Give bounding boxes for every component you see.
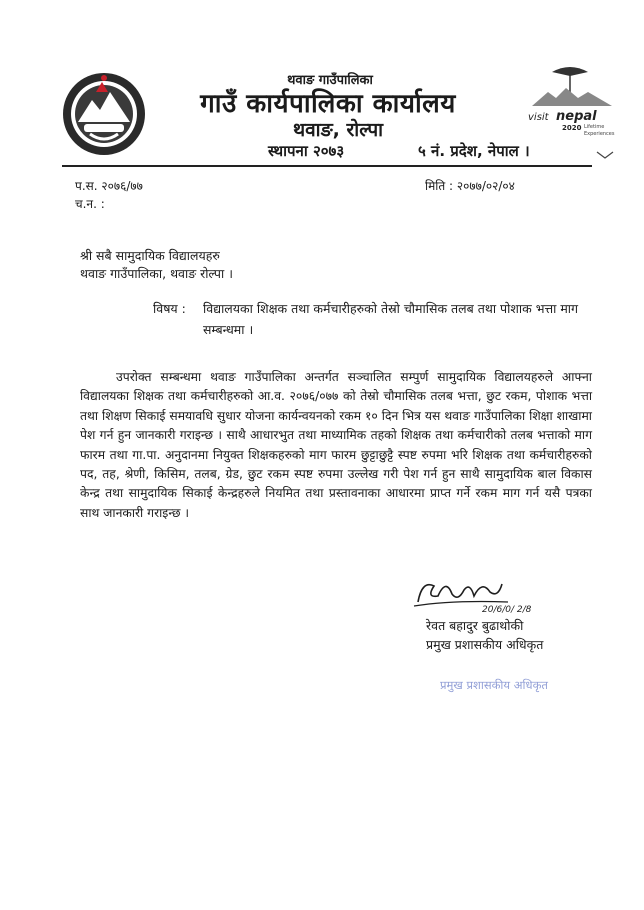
subject-label: विषय : bbox=[153, 301, 186, 316]
subject-text: विद्यालयका शिक्षक तथा कर्मचारीहरुको तेस्रो चौमासिक तलब तथा पोशाक भत्ता माग सम्बन्धमा । bbox=[203, 301, 579, 337]
office-place: थवाङ, रोल्पा bbox=[292, 119, 384, 141]
signature-date: 20/6/0/ 2/8 bbox=[482, 605, 532, 615]
subject-block bbox=[153, 298, 583, 340]
official-stamp: प्रमुख प्रशासकीय अधिकृत bbox=[440, 678, 548, 692]
handwritten-signature bbox=[412, 572, 572, 620]
office-title: गाउँ कार्यपालिका कार्यालय bbox=[200, 89, 456, 119]
year-2020: 2020 bbox=[562, 124, 582, 132]
tagline-experiences: Experiences bbox=[584, 131, 615, 137]
dispatch-number: च.न. : bbox=[75, 197, 105, 211]
signer-name: रेवत बहादुर बुढाथोकी bbox=[426, 618, 524, 633]
visit-nepal-logo bbox=[526, 62, 618, 140]
established-year: स्थापना २०७३ bbox=[268, 142, 345, 160]
province-label: ५ नं. प्रदेश, नेपाल । bbox=[418, 142, 530, 160]
tagline-lifetime: Lifetime bbox=[584, 124, 605, 130]
recipient-line-1: श्री सबै सामुदायिक विद्यालयहरु bbox=[80, 248, 220, 263]
municipality-small-heading: थवाङ गाउँपालिका bbox=[287, 73, 373, 88]
reference-number: प.स. २०७६/७७ bbox=[75, 179, 143, 193]
signer-title: प्रमुख प्रशासकीय अधिकृत bbox=[426, 637, 544, 652]
nepal-word: nepal bbox=[556, 109, 597, 124]
letter-body: उपरोक्त सम्बन्धमा थवाङ गाउँपालिका अन्तर्गत सञ्चालित सम्पुर्ण सामुदायिक विद्यालयहरुले आफ्ना विद्यालयका शिक्षक तथा कर्मचारीहरुको आ.व. २०७६/०७७ को तेस्रो चौमासिक तलब भत्ता, छुट रकम, पोशाक भत्ता तथा शिक्षण सिकाई समयावधि सुधार योजना कार्यन्वयनको रकम १० दिन भित्र यस थवाङ गाउँपालिका शिक्षा शाखामा पेश गर्न हुन जानकारी गराइन्छ । साथै आधारभुत तथा माध्यामिक तहको शिक्षक तथा कर्मचारीको तलब भत्ताको माग फारम तथा गा.पा. अनुदानमा नियुक्त शिक्षकहरुको माग फारम छुट्टाछुट्टै स्पष्ट रुपमा भरि शिक्षक तथा कर्मचारीहरुको पद, तह, श्रेणी, किसिम, तलब, ग्रेड, छुट रकम स्पष्ट रुपमा उल्लेख गरी पेश गर्न हुन साथै सामुदायिक बाल विकास केन्द्र तथा सामुदायिक सिकाई केन्द्रहरुले नियमित तथा प्रस्तावनाका आधारमा प्राप्त गर्ने रकम माग गर्न यसै पत्रका साथ जानकारी गराइन्छ । bbox=[80, 370, 592, 520]
letterhead-divider bbox=[62, 165, 592, 167]
letter-date: मिति : २०७७/०२/०४ bbox=[425, 179, 515, 193]
nepal-emblem-icon bbox=[60, 70, 148, 158]
recipient-line-2: थवाङ गाउँपालिका, थवाङ रोल्पा । bbox=[80, 266, 233, 281]
visit-word: visit bbox=[528, 112, 549, 123]
scan-mark bbox=[596, 150, 614, 160]
